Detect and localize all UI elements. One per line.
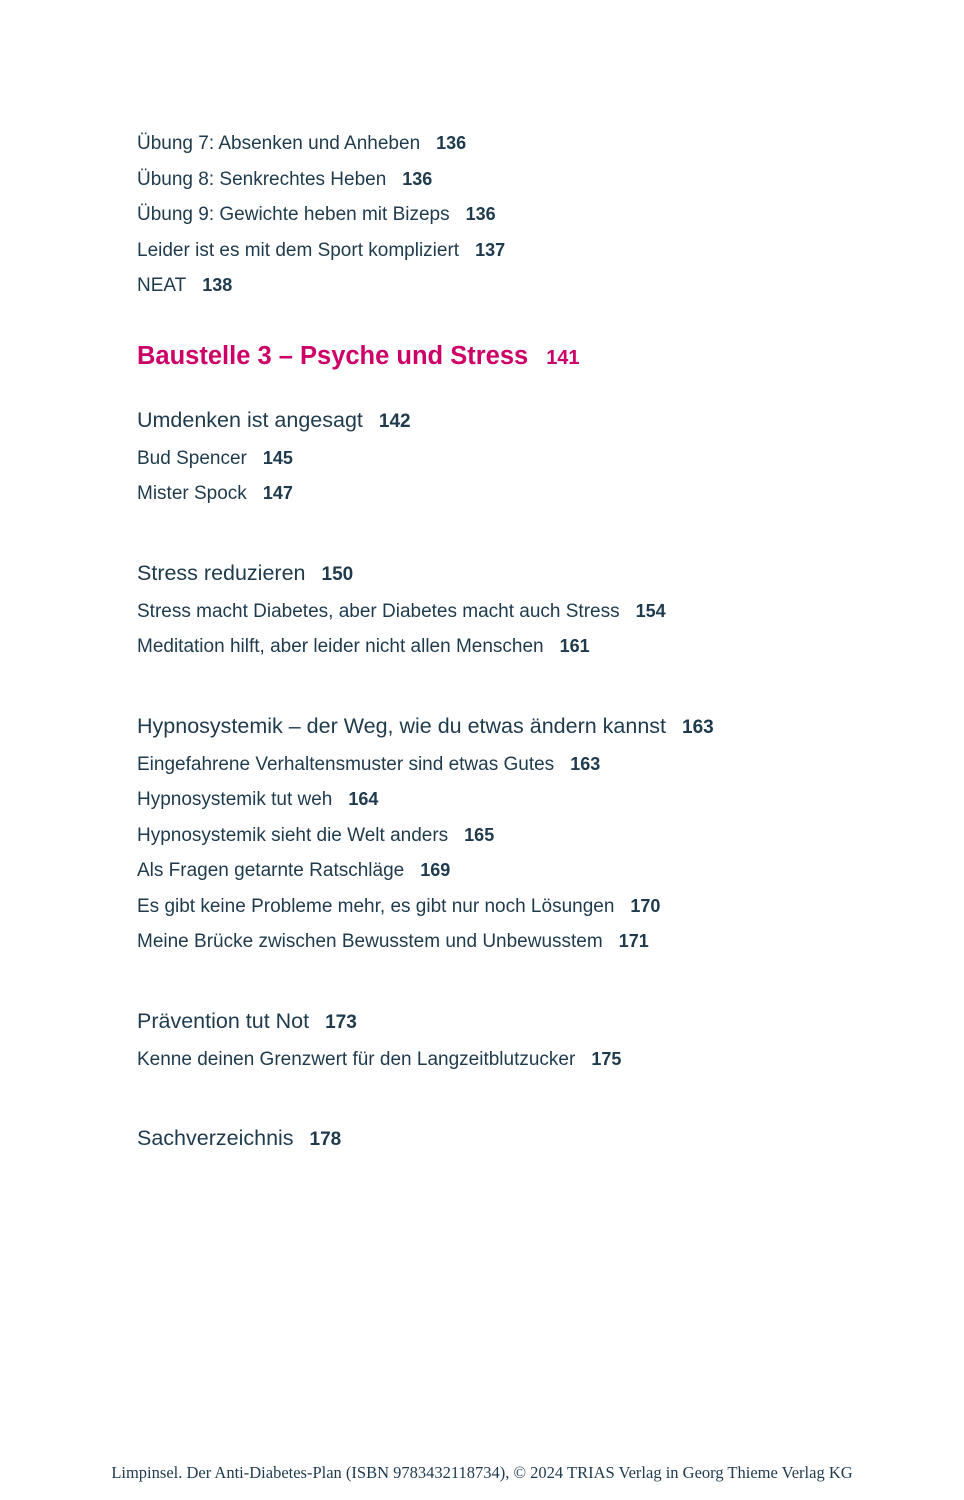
toc-entry xyxy=(137,162,869,198)
toc-entry-label: Bud Spencer xyxy=(137,447,247,469)
toc-entry xyxy=(137,782,869,818)
toc-entry-label: Übung 7: Absenken und Anheben xyxy=(137,133,421,154)
toc-entry xyxy=(137,747,869,783)
toc-entry-page: 145 xyxy=(262,447,293,468)
toc-entry xyxy=(137,1042,869,1078)
toc-entry xyxy=(137,924,869,960)
toc-entry-page: 165 xyxy=(464,824,495,845)
toc-entry xyxy=(137,233,869,269)
toc-group-heading xyxy=(137,1119,869,1159)
toc-group-heading xyxy=(137,707,869,747)
toc-entry-label: Hypnosystemik tut weh xyxy=(137,789,333,810)
toc-entry xyxy=(137,126,869,162)
toc-entry-label: Mister Spock xyxy=(137,483,247,504)
toc-entry-label: Übung 8: Senkrechtes Heben xyxy=(137,168,387,190)
toc-group xyxy=(137,401,869,512)
toc-entry-label: Eingefahrene Verhaltensmuster sind etwas Gutes xyxy=(137,753,555,775)
toc-chapter-heading xyxy=(137,340,869,374)
toc-entry-page: 136 xyxy=(465,204,496,224)
toc-entry-page: 163 xyxy=(570,753,601,774)
toc-entry-label: Stress macht Diabetes, aber Diabetes macht auch Stress xyxy=(137,600,620,622)
toc-entry-label: Meine Brücke zwischen Bewusstem und Unbewusstem xyxy=(137,931,603,952)
toc-chapter-label: Baustelle 3 – Psyche und Stress xyxy=(137,341,529,370)
toc-group-heading xyxy=(137,554,869,594)
toc-entry-page: 169 xyxy=(420,860,451,880)
toc-entry xyxy=(137,853,869,889)
toc-entry xyxy=(137,629,869,665)
toc-entry xyxy=(137,197,869,233)
copyright-footer: Limpinsel. Der Anti-Diabetes-Plan (ISBN 9783432118734), © 2024 TRIAS Verlag in Georg Thieme Verlag KG xyxy=(111,1463,853,1482)
toc-content xyxy=(137,126,869,1159)
toc-group-heading xyxy=(137,401,869,441)
toc-group-heading-page: 150 xyxy=(321,563,354,585)
toc-entry xyxy=(137,476,869,512)
toc-entry-label: Hypnosystemik sieht die Welt anders xyxy=(137,824,449,846)
toc-group xyxy=(137,1119,869,1159)
toc-entry-page: 161 xyxy=(559,636,590,656)
toc-entry-page: 175 xyxy=(591,1048,622,1069)
toc-entry-page: 137 xyxy=(475,239,506,260)
toc-group-heading-label: Stress reduzieren xyxy=(137,560,306,585)
toc-group xyxy=(137,554,869,665)
toc-entry-label: Übung 9: Gewichte heben mit Bizeps xyxy=(137,204,450,225)
toc-entry xyxy=(137,268,869,304)
toc-chapter-page: 141 xyxy=(546,346,580,369)
toc-entry-page: 164 xyxy=(348,789,379,809)
toc-group-heading xyxy=(137,1002,869,1042)
toc-group xyxy=(137,1002,869,1078)
toc-group-heading-label: Hypnosystemik – der Weg, wie du etwas ändern kannst xyxy=(137,713,667,738)
toc-group-heading-label: Umdenken ist angesagt xyxy=(137,407,363,432)
toc-entry-page: 154 xyxy=(635,600,666,621)
toc-entry-page: 136 xyxy=(436,133,467,153)
toc-entry-label: Kenne deinen Grenzwert für den Langzeitblutzucker xyxy=(137,1048,576,1070)
toc-group-heading-page: 163 xyxy=(682,716,714,738)
toc-entry-page: 138 xyxy=(202,275,233,295)
toc-group-heading-label: Sachverzeichnis xyxy=(137,1126,294,1150)
toc-entry-label: Meditation hilft, aber leider nicht allen Menschen xyxy=(137,636,544,657)
toc-entry-page: 171 xyxy=(618,931,649,951)
toc-group-heading-page: 173 xyxy=(325,1011,357,1033)
toc-entry xyxy=(137,818,869,854)
toc-entry xyxy=(137,594,869,630)
toc-entry-label: Leider ist es mit dem Sport kompliziert xyxy=(137,239,460,261)
toc-group-heading-label: Prävention tut Not xyxy=(137,1008,310,1033)
toc-group xyxy=(137,707,869,960)
toc-group-heading-page: 178 xyxy=(309,1129,342,1150)
toc-entry xyxy=(137,441,869,477)
toc-entry xyxy=(137,889,869,925)
toc-entry-page: 147 xyxy=(262,483,293,503)
toc-entry-page: 136 xyxy=(402,168,433,189)
toc-entry-label: NEAT xyxy=(137,275,187,296)
toc-entry-label: Als Fragen getarnte Ratschläge xyxy=(137,860,405,881)
toc-group-heading-page: 142 xyxy=(378,410,411,432)
toc-entry-page: 170 xyxy=(630,895,661,916)
toc-entry-label: Es gibt keine Probleme mehr, es gibt nur noch Lösungen xyxy=(137,895,615,917)
